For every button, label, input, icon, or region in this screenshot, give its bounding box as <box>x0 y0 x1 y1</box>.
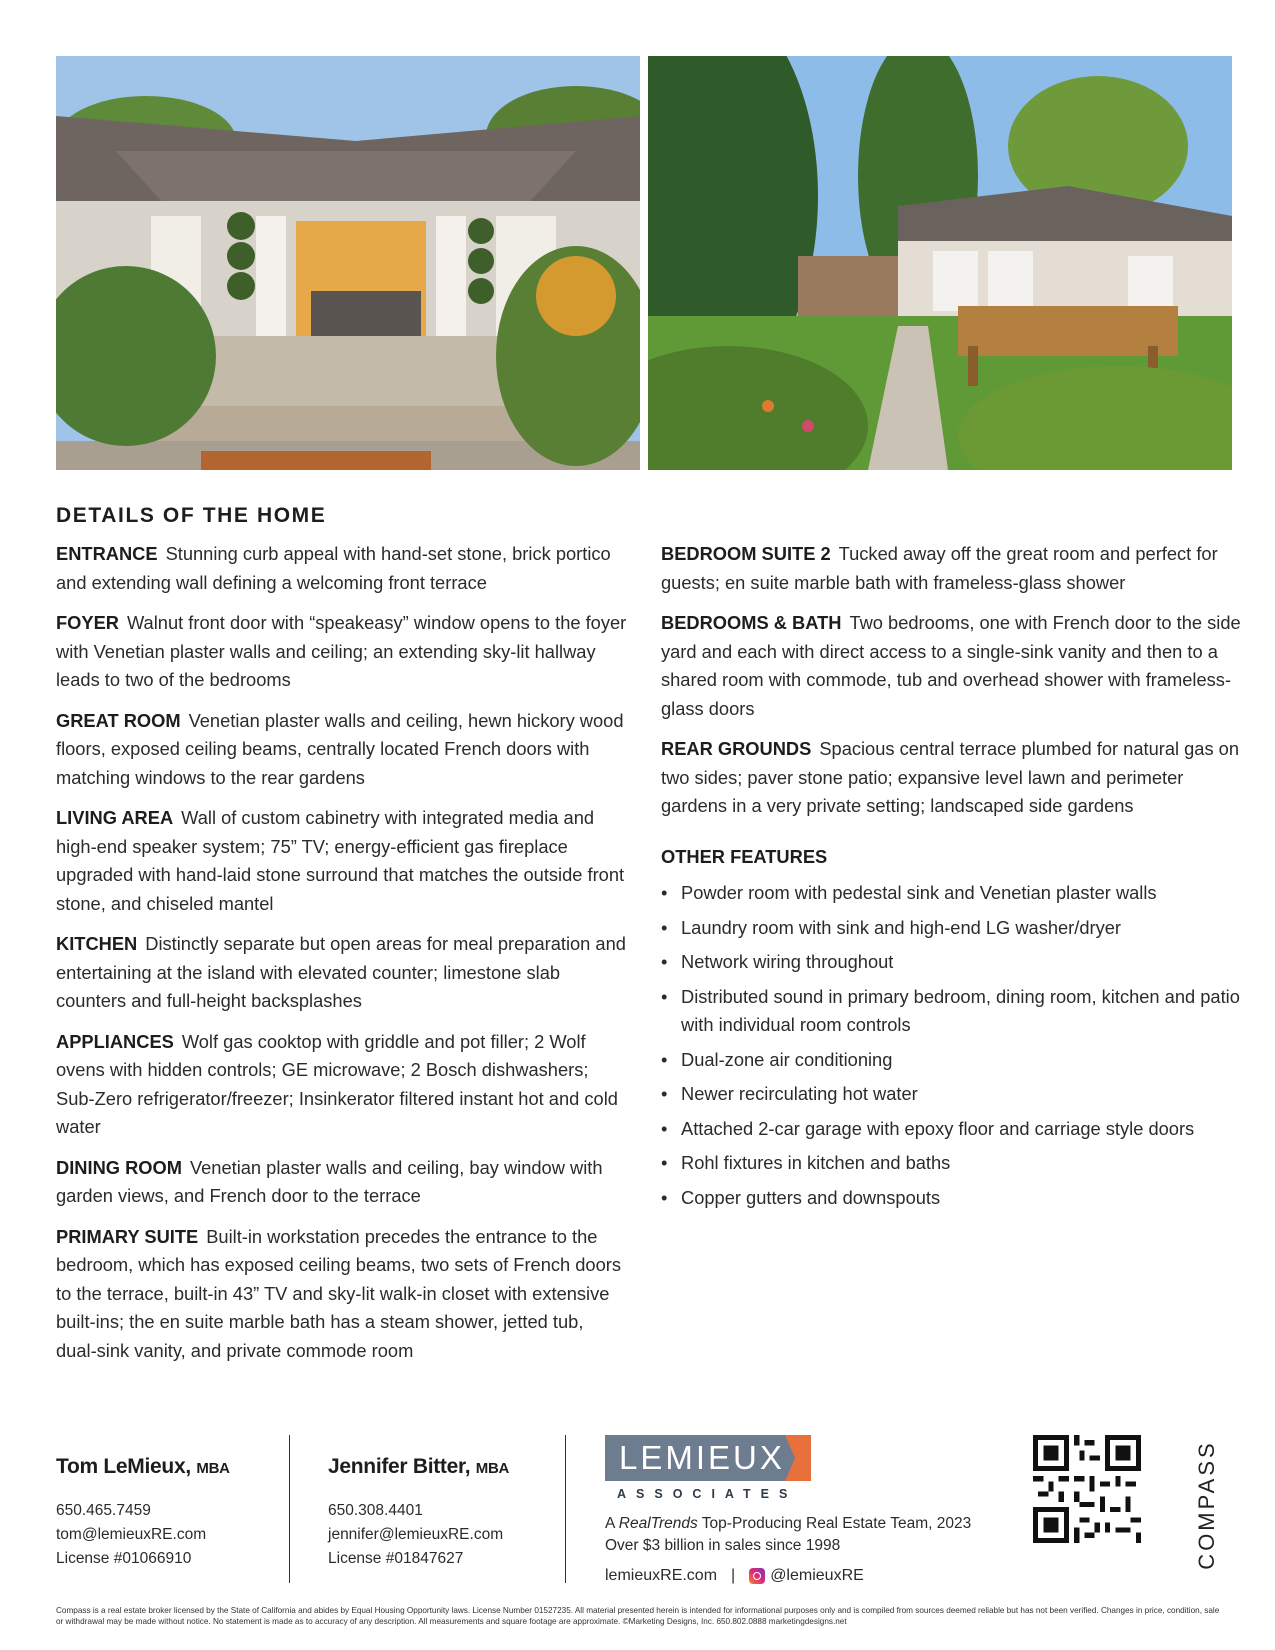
details-left-column <box>56 540 628 1377</box>
detail-bedroom-suite-2: BEDROOM SUITE 2 Tucked away off the great room and perfect for guests; en suite marble bath with frameless-glass shower <box>661 543 1218 593</box>
divider <box>565 1435 566 1583</box>
feature-item: • Powder room with pedestal sink and Venetian plaster walls <box>661 879 1241 908</box>
detail-living-area: LIVING AREA Wall of custom cabinetry with integrated media and high-end speaker system; 75” TV; energy-efficient gas fireplace upgraded with hand-laid stone surround that matches the outside front stone, and chiseled mantel <box>56 807 625 914</box>
legal-disclaimer: Compass is a real estate broker licensed by the State of California and abides by Equal Housing Opportunity laws. License Number 01527235. All material presented herein is intended for informational purposes only and is compiled from sources deemed reliable but has not been verified. Changes in price, condition, sale or withdrawal may be made without notice. No statement is made as to accuracy of any description. All measurements and square footage are approximate. ©Marketing Designs, Inc. 650.802.0888 marketingdesigns.net <box>56 1606 1220 1626</box>
detail-great-room: GREAT ROOM Venetian plaster walls and ceiling, hewn hickory wood floors, exposed ceiling beams, centrally located French doors with matching windows to the rear gardens <box>56 709 624 788</box>
brand-block <box>605 1435 1005 1585</box>
brand-sales-line: Over $3 billion in sales since 1998 <box>605 1537 841 1554</box>
detail-primary-suite: PRIMARY SUITE Built-in workstation precedes the entrance to the bedroom, which has exposed ceiling beams, two sets of French doors to the terrace, built-in 43” TV and sky-lit walk-in closet with extensive built-ins; the en suite marble bath has a steam shower, jetted tub, dual-sink vanity, and private commode room <box>56 1225 621 1361</box>
feature-item: • Newer recirculating hot water <box>661 1080 1241 1109</box>
photo-rear-terrace <box>56 56 640 470</box>
brand-links <box>605 1567 1005 1585</box>
details-title: DETAILS OF THE HOME <box>56 504 327 527</box>
logo-subtitle: ASSOCIATES <box>617 1487 798 1501</box>
qr-code[interactable] <box>1033 1435 1141 1543</box>
feature-item: • Rohl fixtures in kitchen and baths <box>661 1149 1241 1178</box>
detail-appliances: APPLIANCES Wolf gas cooktop with griddle and pot filler; 2 Wolf ovens with hidden controls; GE microwave; 2 Bosch dishwashers; Sub-Zero refrigerator/freezer; Insinkerator filtered instant hot and cold water <box>56 1030 618 1137</box>
instagram-icon <box>749 1568 765 1584</box>
feature-item: • Dual-zone air conditioning <box>661 1046 1241 1075</box>
agent-phone[interactable]: 650.465.7459 <box>56 1502 151 1519</box>
agent-email[interactable]: jennifer@lemieuxRE.com <box>328 1526 504 1543</box>
agent-card-jennifer <box>328 1455 509 1571</box>
details-right-column <box>661 540 1241 1218</box>
detail-foyer: FOYER Walnut front door with “speakeasy” window opens to the foyer with Venetian plaster walls and ceiling; an extending sky-lit hallway leads to two of the bedrooms <box>56 612 627 690</box>
footer <box>0 1435 1275 1605</box>
divider <box>289 1435 290 1583</box>
compass-logo: COMPASS <box>1194 1440 1219 1570</box>
detail-rear-grounds: REAR GROUNDS Spacious central terrace plumbed for natural gas on two sides; paver stone patio; expansive level lawn and perimeter gardens in a very private setting; landscaped side gardens <box>661 738 1240 816</box>
agent-license: License #01066910 <box>56 1550 192 1567</box>
website-link[interactable]: lemieuxRE.com <box>605 1567 718 1584</box>
link-separator: | <box>731 1567 736 1584</box>
feature-item: • Laundry room with sink and high-end LG washer/dryer <box>661 914 1241 943</box>
instagram-handle[interactable]: @lemieuxRE <box>770 1567 864 1584</box>
detail-kitchen: KITCHEN Distinctly separate but open areas for meal preparation and entertaining at the island with elevated counter; limestone slab counters and full-height backsplashes <box>56 933 626 1011</box>
feature-item: • Attached 2-car garage with epoxy floor and carriage style doors <box>661 1115 1241 1144</box>
feature-item: • Network wiring throughout <box>661 948 1241 977</box>
agent-phone[interactable]: 650.308.4401 <box>328 1502 423 1519</box>
agent-name: Tom LeMieux, MBA <box>56 1455 230 1478</box>
agent-license: License #01847627 <box>328 1550 464 1567</box>
feature-item: • Distributed sound in primary bedroom, dining room, kitchen and patio with individual room controls <box>661 983 1241 1040</box>
detail-bedrooms-bath: BEDROOMS & BATH Two bedrooms, one with French door to the side yard and each with direct access to a single-sink vanity and then to a shared room with commode, tub and overhead shower with frameless-glass doors <box>661 612 1241 719</box>
agent-email[interactable]: tom@lemieuxRE.com <box>56 1526 207 1543</box>
other-features-list <box>661 879 1241 1212</box>
brand-award-line: A RealTrends Top-Producing Real Estate Team, 2023 <box>605 1515 972 1532</box>
detail-entrance: ENTRANCE Stunning curb appeal with hand-set stone, brick portico and extending wall defining a welcoming front terrace <box>56 543 611 593</box>
other-features-title: OTHER FEATURES <box>661 845 828 867</box>
feature-item: • Copper gutters and downspouts <box>661 1184 1241 1213</box>
photo-rear-gardens <box>648 56 1232 470</box>
agent-card-tom <box>56 1455 230 1571</box>
lemieux-logo: LEMIEUX <box>605 1435 811 1481</box>
agent-name: Jennifer Bitter, MBA <box>328 1455 510 1478</box>
detail-dining-room: DINING ROOM Venetian plaster walls and ceiling, bay window with garden views, and French door to the terrace <box>56 1156 603 1206</box>
